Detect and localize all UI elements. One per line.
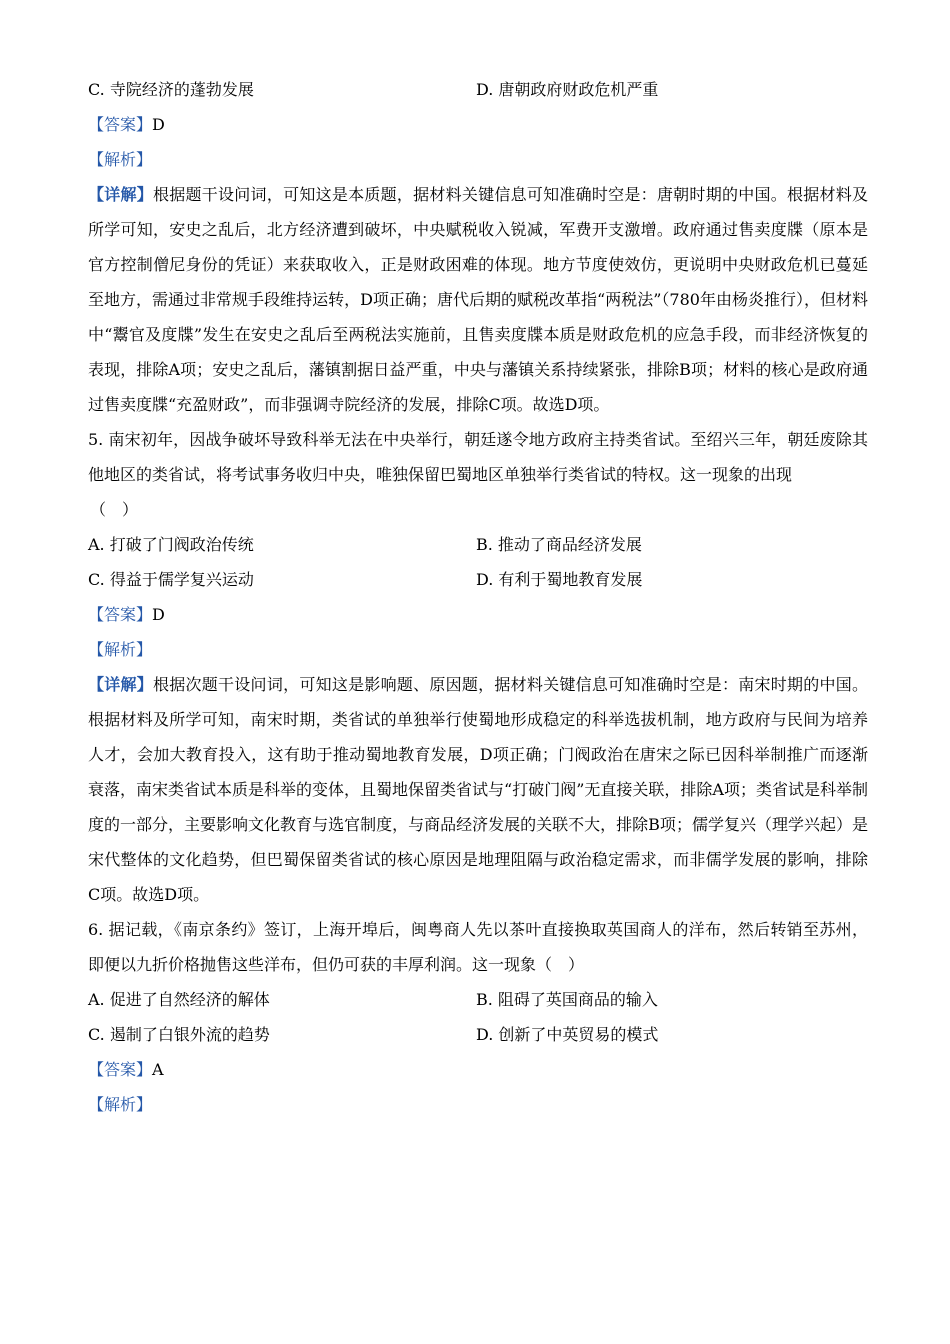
detail-text: 根据题干设问词，可知这是本质题，据材料关键信息可知准确时空是：唐朝时期的中国。根据材料及所学可知，安史之乱后，北方经济遭到破坏，中央赋税收入锐减，军费开支激增。政府通过售卖度牒（原本是官方控制僧尼身份的凭证）来获取收入，正是财政困难的体现。地方节度使效仿，更说明中央财政危机已蔓延至地方，需通过非常规手段维持运转，D项正确；唐代后期的赋税改革指“两税法”（780年由杨炎推行），但材料中“鬻官及度牒”发生在安史之乱后至两税法实施前，且售卖度牒本质是财政危机的应急手段，而非经济恢复的表现，排除A项；安史之乱后，藩镇割据日益严重，中央与藩镇关系持续紧张，排除B项；材料的核心是政府通过售卖度牒“充盈财政”，而非强调寺院经济的发展，排除C项。故选D项。 [88,185,868,414]
answer-tag: 【答案】 [88,605,153,624]
document-page [88,72,868,1122]
q4-options-cd [88,72,868,107]
q5-option-b: B. 推动了商品经济发展 [476,535,642,554]
q5-detail-paragraph [88,667,868,912]
q6-options-ab [88,982,868,1017]
answer-tag: 【答案】 [88,115,153,134]
q4-option-d: D. 唐朝政府财政危机严重 [476,80,659,99]
q4-detail-paragraph [88,177,868,422]
q5-answer [88,597,868,632]
q6-option-b: B. 阻碍了英国商品的输入 [476,990,658,1009]
answer-tag: 【答案】 [88,1060,153,1079]
answer-value: A [152,1060,164,1079]
q4-option-c: C. 寺院经济的蓬勃发展 [88,80,254,99]
analysis-tag: 【解析】 [88,1095,153,1114]
q5-options-cd [88,562,868,597]
q6-analysis-heading [88,1087,868,1122]
q6-answer [88,1052,868,1087]
detail-text: 根据次题干设问词，可知这是影响题、原因题，据材料关键信息可知准确时空是：南宋时期的中国。根据材料及所学可知，南宋时期，类省试的单独举行使蜀地形成稳定的科举选拔机制，地方政府与民间为培养人才，会加大教育投入，这有助于推动蜀地教育发展，D项正确；门阀政治在唐宋之际已因科举制推广而逐渐衰落，南宋类省试本质是科举的变体，且蜀地保留类省试与“打破门阀”无直接关联，排除A项；类省试是科举制度的一部分，主要影响文化教育与选官制度，与商品经济发展的关联不大，排除B项；儒学复兴（理学兴起）是宋代整体的文化趋势，但巴蜀保留类省试的核心原因是地理阻隔与政治稳定需求，而非儒学发展的影响，排除C项。故选D项。 [88,675,868,904]
detail-tag: 【详解】 [88,675,154,694]
q6-stem [88,912,868,982]
q5-option-d: D. 有利于蜀地教育发展 [476,570,643,589]
q4-analysis-heading [88,142,868,177]
analysis-tag: 【解析】 [88,640,153,659]
question-stem: 6. 据记载，《南京条约》签订，上海开埠后，闽粤商人先以茶叶直接换取英国商人的洋布，然后转销至苏州，即便以九折价格抛售这些洋布，但仍可获的丰厚利润。这一现象（ ） [88,920,868,974]
q5-option-c: C. 得益于儒学复兴运动 [88,570,254,589]
q6-option-a: A. 促进了自然经济的解体 [88,990,270,1009]
q5-stem [88,422,868,527]
question-stem: 5. 南宋初年，因战争破坏导致科举无法在中央举行，朝廷遂令地方政府主持类省试。至绍兴三年，朝廷废除其他地区的类省试，将考试事务收归中央，唯独保留巴蜀地区单独举行类省试的特权。这一现象的出现 [88,430,868,484]
q5-analysis-heading [88,632,868,667]
analysis-tag: 【解析】 [88,150,153,169]
q5-option-a: A. 打破了门阀政治传统 [88,535,254,554]
detail-tag: 【详解】 [88,185,154,204]
q4-answer [88,107,868,142]
q6-options-cd [88,1017,868,1052]
answer-value: D [152,605,165,624]
answer-value: D [152,115,165,134]
answer-blank: （ ） [90,500,139,519]
q6-option-c: C. 遏制了白银外流的趋势 [88,1025,270,1044]
q5-options-ab [88,527,868,562]
q6-option-d: D. 创新了中英贸易的模式 [476,1025,659,1044]
